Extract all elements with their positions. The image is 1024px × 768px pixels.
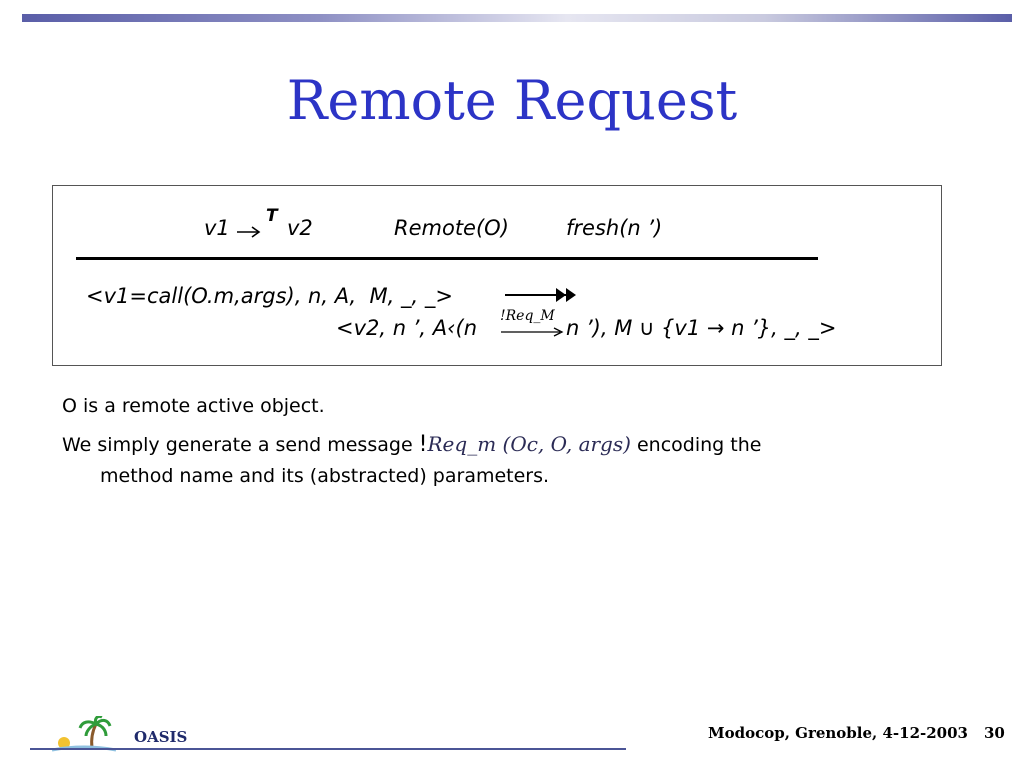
arrow-right-icon [236, 222, 262, 238]
conclusion-rhs-b: n ’), M ∪ {v1 → n ’}, _, _> [566, 316, 837, 340]
footer-event: Modocop, Grenoble, 4-12-2003 [707, 724, 968, 742]
bullet-2: We simply generate a send message !Req_m (Oc, O, args) encoding the [62, 432, 762, 457]
arrow-label: !Req_M [500, 308, 555, 324]
bullet-1: O is a remote active object. [62, 395, 325, 417]
top-gradient-bar [22, 14, 1012, 22]
message-signature: Req_m (Oc, O, args) [427, 432, 631, 456]
conclusion-lhs: <v1=call(O.m,args), n, A, M, _, _> [86, 284, 453, 308]
conclusion-rhs-a: <v2, n ’, A‹(n [336, 316, 484, 340]
slide-title: Remote Request [286, 69, 738, 132]
premise-divider [76, 257, 818, 260]
oasis-palm-logo [52, 716, 116, 752]
premise-remote: Remote(O) [394, 216, 509, 240]
footer-org: OASIS [134, 728, 188, 746]
labeled-arrow-icon [500, 327, 566, 337]
page-number: 30 [984, 724, 1005, 742]
double-arrow-icon [504, 286, 578, 304]
footer-divider [30, 748, 626, 750]
bullet-2-continuation: method name and its (abstracted) parameters. [100, 465, 550, 487]
premise-v1: v1 [204, 216, 230, 240]
premise-tau: T [266, 206, 278, 226]
premise-v2: v2 [287, 216, 313, 240]
premise-fresh: fresh(n ’) [566, 216, 663, 240]
